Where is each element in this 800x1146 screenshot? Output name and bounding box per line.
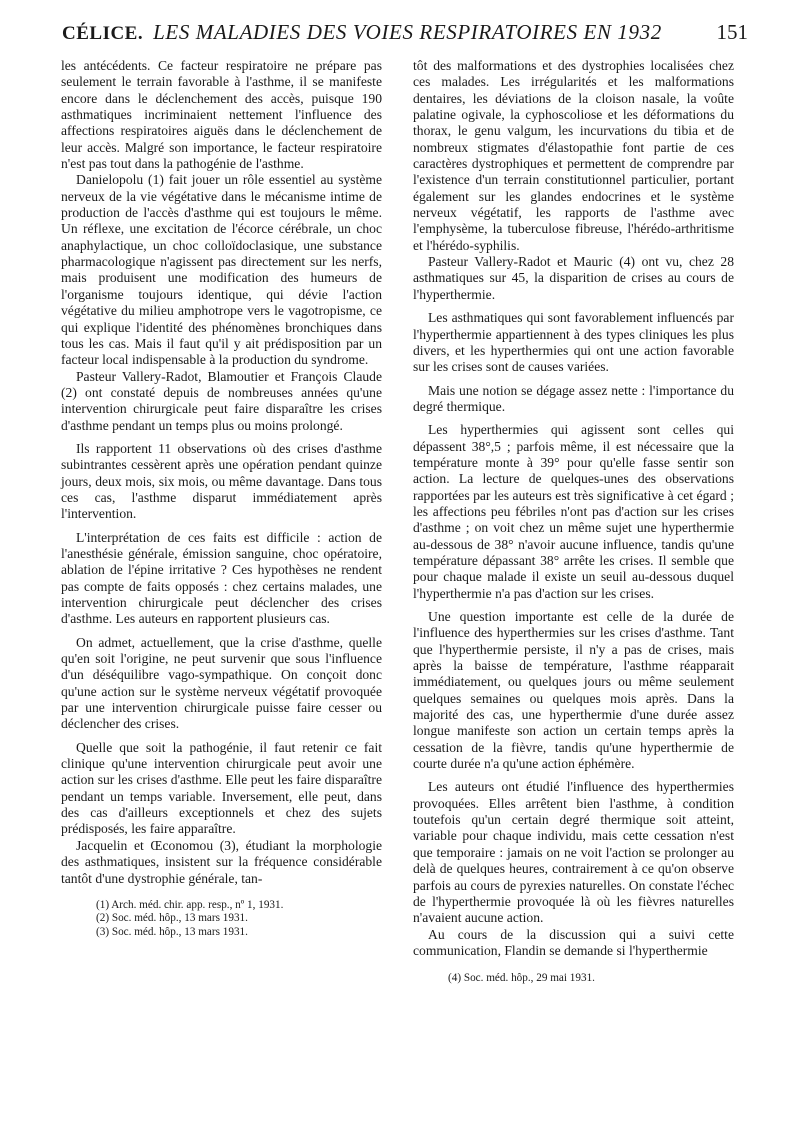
paragraph: Les hyperthermies qui agissent sont celles qui dépassent 38°,5 ; parfois même, il est nécessaire que la température monte à 39° pour qu'elle fasse sentir son action. La lecture de quelques-unes des observations rapportées par les auteurs est très significative à cet égard ; les affections peu fébriles n'ont pas d'action sur les crises d'asthme ; on voit chez un même sujet une hyperthermie au-dessous de 38° n'avoir aucune influence, tandis qu'une température dépassant 38° arrête les crises. Il semble que pour chaque malade il existe un seuil au-dessous duquel l'hyperthermie n'a pas d'action sur les crises. (413, 422, 734, 601)
footnotes (61, 899, 382, 940)
paragraph: Une question importante est celle de la durée de l'influence des hyperthermies sur les crises d'asthme. Tant que l'hyperthermie persiste, il n'y a pas de crises, mais après la baisse de température, l'asthme réapparait immédiatement, ou quelques jours ou même seulement quelques semaines ou quelques mois après. Dans la majorité des cas, une hyperthermie d'une durée assez longue manifeste son action un certain temps après la cessation de la fièvre, tandis qu'une hyperthermie de courte durée n'a qu'une action éphémère. (413, 609, 734, 772)
header-author: CÉLICE. (62, 23, 144, 44)
footnote: (1) Arch. méd. chir. app. resp., nº 1, 1931. (96, 898, 284, 911)
paragraph: Mais une notion se dégage assez nette : l'importance du degré thermique. (413, 382, 734, 414)
paragraph: Jacquelin et Œconomou (3), étudiant la morphologie des asthmatiques, insistent sur la fréquence considérable tantôt d'une dystrophie générale, tan- (61, 837, 382, 886)
paragraph: Les asthmatiques qui sont favorablement influencés par l'hyperthermie appartiennent à des types cliniques les plus divers, et les hyperthermies qui ont une action favorable sur les crises sont de causes variées. (413, 310, 734, 375)
paragraph: Pasteur Vallery-Radot, Blamoutier et François Claude (2) ont constaté depuis de nombreuses années qu'une intervention chirurgicale peut faire disparaître les crises d'asthme pendant un temps plus ou moins prolongé. (61, 368, 382, 433)
paragraph: les antécédents. Ce facteur respiratoire ne prépare pas seulement le terrain favorable à l'asthme, il se manifeste encore dans le déclenchement des accès, puisque 190 asthmatiques incriminaient nettement l'influence des affections respiratoires aiguës dans le déclenchement de leur accès. Malgré son importance, le facteur respiratoire n'est pas tout dans la pathogénie de l'asthme. (61, 58, 382, 172)
paragraph: Les auteurs ont étudié l'influence des hyperthermies provoquées. Elles arrêtent bien l'asthme, à condition toutefois qu'un certain degré thermique soit atteint, variable pour chaque individu, mais cette cessation n'est que temporaire : jamais on ne voit l'action se prolonger au delà de quelques heures, contrairement à ce qu'on observe parfois au cours de pyrexies naturelles. On constate l'échec de l'hyperthermie provoquée là où les fièvres naturelles n'avaient aucune action. (413, 779, 734, 926)
paragraph: On admet, actuellement, que la crise d'asthme, quelle qu'en soit l'origine, ne peut survenir que sous l'influence d'un déséquilibre vago-sympathique. On conçoit donc qu'une action sur le système nerveux végétatif provoquée par une intervention chirurgicale puisse faire cesser ou déclencher des crises. (61, 634, 382, 732)
running-header (62, 20, 748, 54)
footnotes (413, 972, 734, 986)
paragraph: Danielopolu (1) fait jouer un rôle essentiel au système nerveux de la vie végétative dans le mécanisme intime de production de l'accès d'asthme qui est toujours le même. Un réflexe, une excitation de l'écorce cérébrale, un choc anaphylactique, un choc colloïdoclasique, une substance pharmacologique n'agissent pas directement sur les nerfs, mais produisent une modification des humeurs de l'organisme toujours identique, qui dévie l'action végétative du milieu amphotrope vers le vagotropisme, ce qui explique l'identité des phénomènes bronchiques dans tous les cas. Mais il faut qu'il y ait prédisposition par un facteur local indispensable à la production du syndrome. (61, 172, 382, 368)
footnote: (2) Soc. méd. hôp., 13 mars 1931. (96, 912, 248, 925)
paragraph: Ils rapportent 11 observations où des crises d'asthme subintrantes cessèrent après une opération pendant quinze jours, deux mois, six mois, ou même davantage. Dans tous ces cas, l'asthme disparut immédiatement après l'intervention. (61, 440, 382, 522)
right-column (413, 58, 734, 986)
footnote: (3) Soc. méd. hôp., 13 mars 1931. (96, 925, 248, 938)
header-title: LES MALADIES DES VOIES RESPIRATOIRES EN 1932 (153, 20, 662, 44)
paragraph: Quelle que soit la pathogénie, il faut retenir ce fait clinique qu'une intervention chirurgicale peut avoir une action sur les crises d'asthme. Elle peut les faire disparaître pendant un temps variable. Inversement, elle peut, dans des cas d'ailleurs exceptionnels et chez des sujets prédisposés, les faire apparaître. (61, 739, 382, 837)
left-column (61, 58, 382, 939)
page-number: 151 (716, 20, 748, 44)
paragraph: tôt des malformations et des dystrophies localisées chez ces malades. Les irrégularités et les malformations dentaires, les déviations de la cloison nasale, la voûte palatine ogivale, la cyphoscoliose et les déformations du thorax, le genu valgum, les incurvations du tibia et de nombreux stigmates d'élastopathie font partie de ces caractères dystrophiques et permettent de comprendre par l'existence d'un terrain constitutionnel particulier, portant également sur les glandes endocrines et le système nerveux végétatif, les rapports de l'asthme avec l'emphysème, la tuberculose fibreuse, l'hérédo-arthritisme et l'hérédo-syphilis. (413, 58, 734, 253)
paragraph: Au cours de la discussion qui a suivi cette communication, Flandin se demande si l'hyperthermie (413, 926, 734, 958)
footnote: (4) Soc. méd. hôp., 29 mai 1931. (448, 972, 595, 985)
paragraph: Pasteur Vallery-Radot et Mauric (4) ont vu, chez 28 asthmatiques sur 45, la disparition de crises au cours de l'hyperthermie. (413, 254, 734, 302)
paragraph: L'interprétation de ces faits est difficile : action de l'anesthésie générale, émission sanguine, choc opératoire, ablation de l'épine irritative ? Ces hypothèses ne rendent pas compte de faits opposés : chez certains malades, une intervention chirurgicale peut déclencher des crises d'asthme. Les auteurs en rapportent plusieurs cas. (61, 529, 382, 627)
